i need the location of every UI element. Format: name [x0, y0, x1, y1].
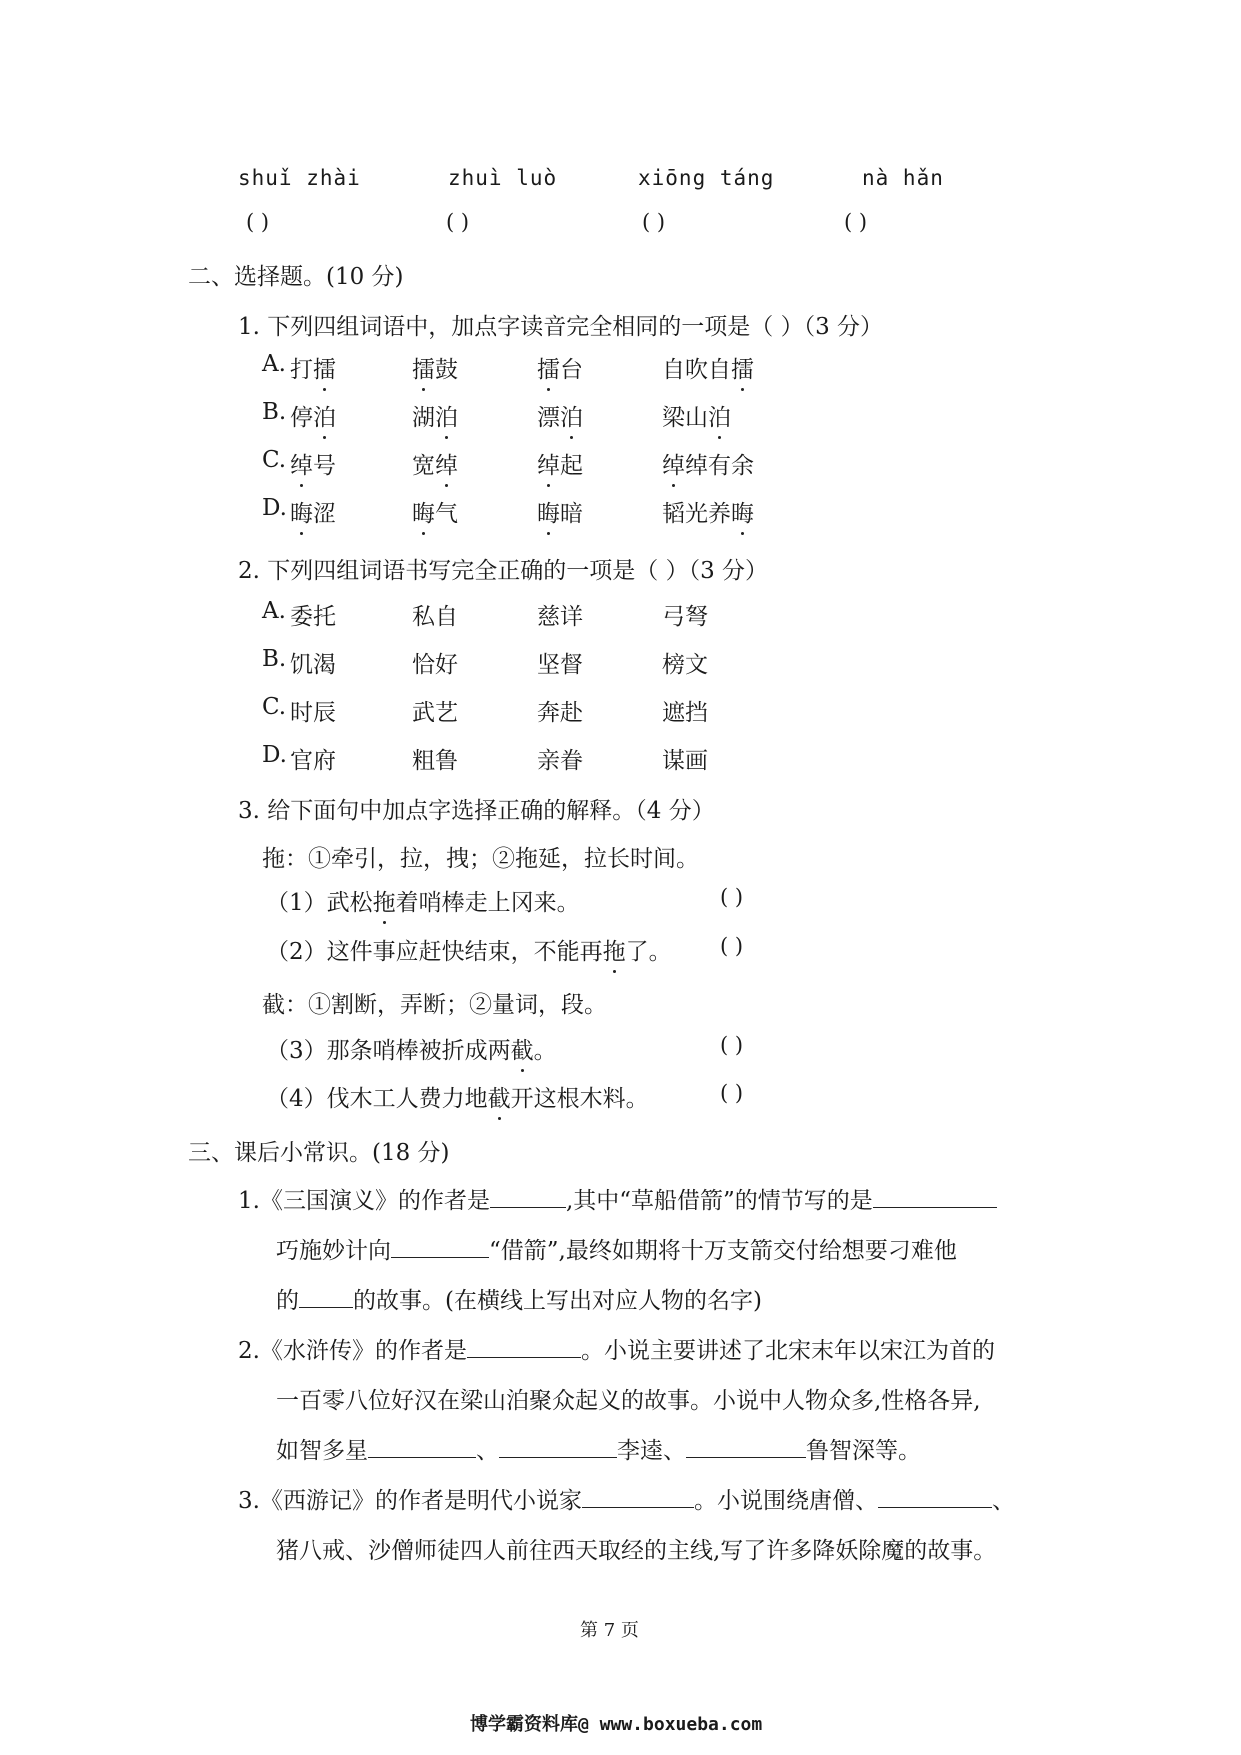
q2-b-word2: 恰好 — [412, 652, 458, 678]
blank-sunwukong[interactable] — [878, 1485, 992, 1508]
blank-author-shuihu[interactable] — [467, 1335, 581, 1358]
s3-q3-line2: 猪八戒、沙僧师徒四人前往西天取经的主线,写了许多降妖除魔的故事。 — [276, 1538, 997, 1564]
q1-c-word3: 绰起 — [537, 447, 583, 480]
site-watermark: 博学霸资料库@ www.boxueba.com — [470, 1714, 763, 1735]
q1-option-a-label: A. — [262, 351, 286, 377]
blank-luzhishen-nick[interactable] — [686, 1435, 806, 1458]
s3-q1-line1: 1.《三国演义》的作者是 ,其中“草船借箭”的情节写的是 — [238, 1182, 997, 1215]
q3-answer-3[interactable]: ( ) — [720, 1033, 744, 1057]
q2-a-word4: 弓弩 — [662, 604, 708, 630]
pinyin-answer-2[interactable]: ( ) — [446, 210, 470, 234]
q1-b-word2: 湖泊 — [412, 399, 458, 432]
q2-d-word3: 亲眷 — [537, 748, 583, 774]
q2-a-word3: 慈详 — [537, 604, 583, 630]
q2-d-word2: 粗鲁 — [412, 748, 458, 774]
q3-item-4: （4）伐木工人费力地截开这根木料。 — [266, 1080, 649, 1113]
pinyin-answer-3[interactable]: ( ) — [642, 210, 666, 234]
blank-zhuge[interactable] — [873, 1185, 997, 1208]
q2-c-word1: 时辰 — [290, 700, 336, 726]
s3-q2-line1: 2.《水浒传》的作者是 。小说主要讲述了北宋末年以宋江为首的 — [238, 1332, 995, 1365]
q1-d-word2: 晦气 — [412, 495, 458, 528]
q2-b-word4: 榜文 — [662, 652, 708, 678]
q2-b-word1: 饥渴 — [290, 652, 336, 678]
q1-c-word1: 绰号 — [290, 447, 336, 480]
page-number: 第 7 页 — [580, 1620, 639, 1641]
pinyin-4: nà hǎn — [862, 166, 944, 190]
q2-c-word2: 武艺 — [412, 700, 458, 726]
pinyin-answer-4[interactable]: ( ) — [844, 210, 868, 234]
q2-c-word4: 遮挡 — [662, 700, 708, 726]
q1-stem: 1. 下列四组词语中，加点字读音完全相同的一项是（ ）（3 分） — [238, 314, 884, 340]
q1-b-word3: 漂泊 — [537, 399, 583, 432]
blank-author-sanguo[interactable] — [490, 1185, 566, 1208]
s3-q2-line3: 如智多星 、 李逵、 鲁智深等。 — [276, 1432, 921, 1465]
q1-option-b-label: B. — [262, 399, 287, 425]
q1-c-word4: 绰绰有余 — [662, 447, 754, 480]
q2-a-word2: 私自 — [412, 604, 458, 630]
q2-d-word1: 官府 — [290, 748, 336, 774]
pinyin-2: zhuì luò — [448, 166, 558, 190]
q1-b-word4: 梁山泊 — [662, 399, 731, 432]
q3-item-1: （1）武松拖着哨棒走上冈来。 — [266, 884, 580, 917]
q2-c-word3: 奔赴 — [537, 700, 583, 726]
s3-q2-line2: 一百零八位好汉在梁山泊聚众起义的故事。小说中人物众多,性格各异, — [276, 1388, 981, 1414]
q1-a-word1: 打擂 — [290, 351, 336, 384]
section2-title: 二、选择题。(10 分) — [188, 264, 404, 290]
q1-a-word2: 擂鼓 — [412, 351, 458, 384]
q2-option-d-label: D. — [262, 742, 287, 768]
blank-liyu-nick[interactable] — [499, 1435, 617, 1458]
q1-option-d-label: D. — [262, 495, 287, 521]
q1-d-word1: 晦涩 — [290, 495, 336, 528]
q1-option-c-label: C. — [262, 447, 287, 473]
q1-c-word2: 宽绰 — [412, 447, 458, 480]
q3-item-2: （2）这件事应赶快结束，不能再拖了。 — [266, 933, 672, 966]
section3-title: 三、课后小常识。(18 分) — [188, 1140, 450, 1166]
q2-b-word3: 坚督 — [537, 652, 583, 678]
pinyin-answer-1[interactable]: ( ) — [246, 210, 270, 234]
pinyin-3: xiōng táng — [638, 166, 775, 190]
s3-q1-line2: 巧施妙计向 “借箭”,最终如期将十万支箭交付给想要刁难他 — [276, 1232, 957, 1265]
q1-a-word3: 擂台 — [537, 351, 583, 384]
blank-author-xiyou[interactable] — [582, 1485, 694, 1508]
s3-q3-line1: 3.《西游记》的作者是明代小说家 。小说围绕唐僧、 、 — [238, 1482, 1015, 1515]
q1-d-word3: 晦暗 — [537, 495, 583, 528]
blank-zhouyu[interactable] — [299, 1285, 353, 1308]
q1-d-word4: 韬光养晦 — [662, 495, 754, 528]
q2-stem: 2. 下列四组词语书写完全正确的一项是（ ）（3 分） — [238, 558, 769, 584]
q2-option-b-label: B. — [262, 646, 287, 672]
pinyin-1: shuǐ zhài — [238, 166, 361, 190]
q2-option-a-label: A. — [262, 598, 286, 624]
blank-wuyong[interactable] — [368, 1435, 476, 1458]
q1-a-word4: 自吹自擂 — [662, 351, 754, 384]
q2-d-word4: 谋画 — [662, 748, 708, 774]
q2-a-word1: 委托 — [290, 604, 336, 630]
s3-q1-line3: 的 的故事。(在横线上写出对应人物的名字) — [276, 1282, 762, 1315]
q1-b-word1: 停泊 — [290, 399, 336, 432]
q3-answer-2[interactable]: ( ) — [720, 934, 744, 958]
q3-item-3: （3）那条哨棒被折成两截。 — [266, 1032, 557, 1065]
q3-definition-tuo: 拖：①牵引，拉，拽；②拖延，拉长时间。 — [262, 846, 699, 872]
q3-answer-4[interactable]: ( ) — [720, 1081, 744, 1105]
q3-definition-jie: 截：①割断，弄断；②量词，段。 — [262, 992, 607, 1018]
q3-answer-1[interactable]: ( ) — [720, 885, 744, 909]
q3-stem: 3. 给下面句中加点字选择正确的解释。（4 分） — [238, 798, 715, 824]
q2-option-c-label: C. — [262, 694, 287, 720]
blank-caocao[interactable] — [391, 1235, 489, 1258]
